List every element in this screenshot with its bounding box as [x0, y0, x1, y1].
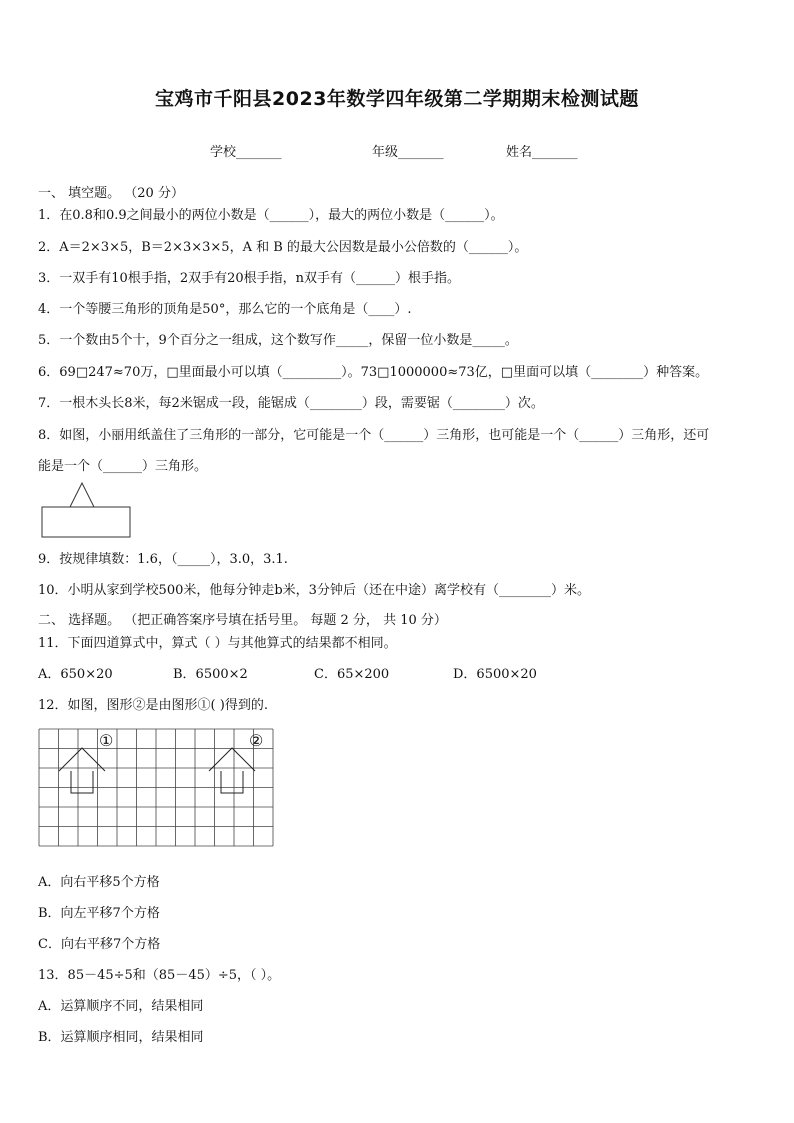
grid-figure	[38, 728, 278, 860]
q11-option-b[interactable]: B．6500×2	[173, 667, 248, 682]
shape-1-arrow	[59, 748, 105, 793]
shape-2-label: ②	[249, 731, 264, 750]
page-title: 宝鸡市千阳县2023年数学四年级第二学期期末检测试题	[155, 88, 639, 110]
question-13: 13．85－45÷5和（85－45）÷5，（ ）。	[38, 968, 281, 983]
q13-option-a[interactable]: A．运算顺序不同，结果相同	[38, 999, 204, 1014]
question-11: 11．下面四道算式中，算式（ ）与其他算式的结果都不相同。	[38, 636, 397, 651]
question-6: 6．69□247≈70万，□里面最小可以填（_________）。73□1000000≈73亿，□里面可以填（________）种答案。	[38, 365, 709, 380]
name-field[interactable]: 姓名_______	[506, 145, 578, 160]
q11-option-c[interactable]: C．65×200	[314, 667, 390, 682]
question-1: 1．在0.8和0.9之间最小的两位小数是（______），最大的两位小数是（______）。	[38, 208, 504, 223]
cover-paper	[42, 507, 130, 537]
question-8-line-1: 8．如图，小丽用纸盖住了三角形的一部分，它可能是一个（______）三角形，也可能是一个（______）三角形，还可	[38, 428, 710, 443]
q11-option-a[interactable]: A．650×20	[38, 667, 113, 682]
q12-option-a[interactable]: A．向右平移5个方格	[38, 875, 160, 890]
question-7: 7．一根木头长8米，每2米锯成一段，能锯成（________）段，需要锯（________）次。	[38, 396, 544, 411]
covered-triangle-figure	[40, 480, 134, 540]
grade-field[interactable]: 年级_______	[372, 145, 444, 160]
question-4: 4．一个等腰三角形的顶角是50°，那么它的一个底角是（____）.	[38, 302, 412, 317]
q12-option-c[interactable]: C．向右平移7个方格	[38, 937, 161, 952]
q12-option-b[interactable]: B．向左平移7个方格	[38, 906, 160, 921]
shape-2-arrow	[209, 748, 255, 793]
question-8-line-2: 能是一个（______）三角形。	[38, 459, 208, 474]
question-2: 2．A＝2×3×5，B＝2×3×3×5，A 和 B 的最大公因数是最小公倍数的（______）。	[38, 240, 528, 255]
grid-lines	[39, 729, 273, 846]
section-header-fill-blank: 一、 填空题。 （20 分）	[38, 186, 184, 201]
shape-1-label: ①	[99, 731, 114, 750]
triangle-tip	[70, 483, 94, 507]
question-9: 9．按规律填数：1.6，（_____），3.0，3.1.	[38, 552, 288, 567]
q13-option-b[interactable]: B．运算顺序相同，结果相同	[38, 1030, 204, 1045]
q11-option-d[interactable]: D．6500×20	[453, 667, 537, 682]
question-3: 3．一双手有10根手指，2双手有20根手指，n双手有（______）根手指。	[38, 271, 460, 286]
section-header-choice: 二、 选择题。 （把正确答案序号填在括号里。 每题 2 分， 共 10 分）	[38, 613, 447, 628]
question-12: 12．如图，图形②是由图形①( )得到的.	[38, 698, 268, 713]
question-5: 5．一个数由5个十，9个百分之一组成，这个数写作_____，保留一位小数是_____。	[38, 333, 518, 348]
question-10: 10．小明从家到学校500米，他每分钟走b米，3分钟后（还在中途）离学校有（________）米。	[38, 583, 590, 598]
school-field[interactable]: 学校_______	[210, 145, 282, 160]
